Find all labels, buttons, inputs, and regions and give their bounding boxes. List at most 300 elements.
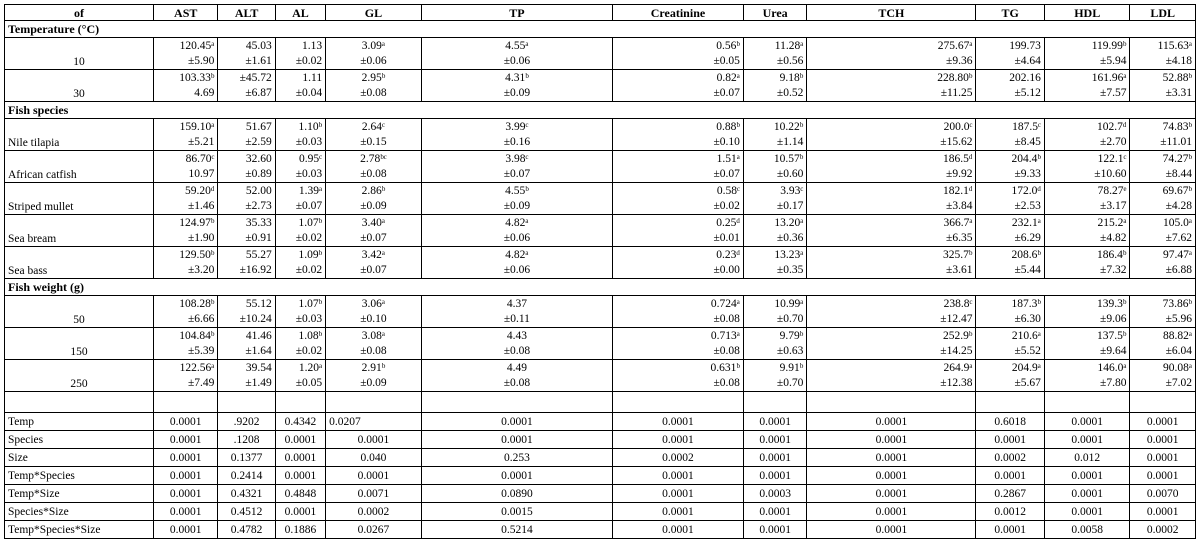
mean-value: 215.2ᵃ: [1097, 216, 1127, 229]
mean-value: 3.42ᵃ: [361, 248, 386, 261]
pvalue-cell: 0.0001: [154, 431, 218, 449]
header-cell: Urea: [743, 5, 806, 21]
effect-label: Species: [5, 431, 154, 449]
se-value: ±1.14: [776, 135, 804, 148]
se-value: ±0.60: [776, 167, 804, 180]
value-cell: [743, 151, 806, 183]
pvalue-cell: 0.0001: [743, 449, 806, 467]
se-value: ±4.82: [1100, 231, 1127, 244]
table-body: [5, 5, 1196, 539]
mean-value: 73.86ᵇ: [1162, 297, 1192, 310]
data-row: [5, 183, 1196, 215]
value-cell: [421, 151, 612, 183]
mean-value: 0.95ᶜ: [299, 152, 323, 165]
mean-value: 1.07ᵇ: [298, 216, 323, 229]
value-cell: [421, 247, 612, 279]
mean-value: 1.09ᵇ: [298, 248, 323, 261]
effect-label: Temp*Size: [5, 485, 154, 503]
value-cell: [613, 296, 744, 328]
header-cell: TP: [421, 5, 612, 21]
se-value: ±4.18: [1165, 54, 1192, 67]
mean-value: 0.25ᵈ: [716, 216, 740, 229]
mean-value: 4.55ᵇ: [505, 184, 529, 197]
pvalue-cell: 0.0001: [275, 431, 325, 449]
pvalue-cell: 0.0001: [1130, 449, 1196, 467]
header-row: [5, 5, 1196, 21]
value-cell: [421, 328, 612, 360]
section-row: [5, 21, 1196, 38]
pvalue-cell: 0.0001: [1044, 431, 1130, 449]
data-row: [5, 360, 1196, 392]
pvalue-cell: 0.0001: [1044, 467, 1130, 485]
mean-value: 88.82ᵃ: [1162, 329, 1192, 342]
se-value: ±3.31: [1165, 86, 1192, 99]
mean-value: 86.70ᶜ: [185, 152, 215, 165]
pvalue-cell: 0.0001: [154, 521, 218, 539]
mean-value: 90.08ᵃ: [1162, 361, 1192, 374]
se-value: ±0.08: [713, 312, 740, 325]
se-value: ±0.08: [503, 344, 531, 357]
value-cell: [326, 183, 422, 215]
header-cell: TG: [976, 5, 1044, 21]
pvalue-cell: 0.0001: [743, 431, 806, 449]
value-cell: [326, 119, 422, 151]
pvalue-cell: 0.0001: [1130, 503, 1196, 521]
se-value: ±0.52: [776, 86, 804, 99]
se-value: ±8.44: [1165, 167, 1192, 180]
value-cell: [1044, 38, 1130, 70]
se-value: ±0.02: [295, 344, 323, 357]
value-cell: [154, 296, 218, 328]
header-cell: of: [5, 5, 154, 21]
value-cell: [1130, 215, 1196, 247]
mean-value: 1.07ᵇ: [298, 297, 323, 310]
mean-value: ±45.72: [239, 71, 272, 84]
pvalue-cell: 0.0001: [154, 485, 218, 503]
mean-value: 2.78ᵇᶜ: [360, 152, 387, 165]
value-cell: [326, 360, 422, 392]
value-cell: [154, 70, 218, 102]
header-cell: LDL: [1130, 5, 1196, 21]
header-cell: ALT: [218, 5, 275, 21]
value-cell: [1130, 296, 1196, 328]
value-cell: [743, 183, 806, 215]
pvalue-cell: 0.0002: [326, 503, 422, 521]
pvalue-cell: 0.0001: [275, 503, 325, 521]
data-row: [5, 215, 1196, 247]
pvalue-cell: 0.0890: [421, 485, 612, 503]
se-value: ±5.52: [1014, 344, 1041, 357]
mean-value: 204.4ᵇ: [1011, 152, 1041, 165]
pvalue-cell: 0.0002: [976, 449, 1044, 467]
effect-label: Size: [5, 449, 154, 467]
value-cell: [807, 247, 976, 279]
effect-label: Temp*Species: [5, 467, 154, 485]
mean-value: 2.95ᵇ: [361, 71, 386, 84]
mean-value: 1.20ᵃ: [298, 361, 323, 374]
mean-value: 51.67: [245, 120, 272, 133]
value-cell: [613, 360, 744, 392]
mean-value: 9.79ᵇ: [779, 329, 804, 342]
mean-value: 4.82ᵃ: [505, 216, 529, 229]
pvalue-cell: 0.0012: [976, 503, 1044, 521]
se-value: ±0.07: [503, 167, 531, 180]
value-cell: [1130, 38, 1196, 70]
value-cell: [807, 119, 976, 151]
pvalue-cell: 0.0001: [421, 467, 612, 485]
pvalue-cell: 0.0001: [613, 503, 744, 521]
se-value: ±15.62: [940, 135, 973, 148]
value-cell: [421, 70, 612, 102]
mean-value: 1.51ᵃ: [716, 152, 740, 165]
mean-value: 161.96ᵃ: [1091, 71, 1127, 84]
se-value: ±1.46: [187, 199, 215, 212]
mean-value: 120.45ᵃ: [179, 39, 215, 52]
mean-value: 366.7ᵃ: [943, 216, 973, 229]
empty-cell: [743, 392, 806, 413]
value-cell: [976, 70, 1044, 102]
header-cell: GL: [326, 5, 422, 21]
value-cell: [613, 247, 744, 279]
value-cell: [613, 215, 744, 247]
value-cell: [976, 38, 1044, 70]
mean-value: 9.18ᵇ: [779, 71, 804, 84]
data-row: [5, 151, 1196, 183]
header-cell: TCH: [807, 5, 976, 21]
se-value: ±3.17: [1100, 199, 1127, 212]
pvalue-row: [5, 413, 1196, 431]
se-value: ±6.88: [1165, 263, 1192, 276]
value-cell: [807, 38, 976, 70]
pvalue-row: [5, 503, 1196, 521]
se-value: ±0.10: [713, 135, 740, 148]
mean-value: 10.99ᵃ: [774, 297, 804, 310]
pvalue-cell: 0.0001: [743, 521, 806, 539]
value-cell: [421, 360, 612, 392]
value-cell: [613, 183, 744, 215]
value-cell: [421, 215, 612, 247]
value-cell: [275, 360, 325, 392]
pvalue-cell: 0.0001: [275, 467, 325, 485]
mean-value: 187.5ᶜ: [1012, 120, 1041, 133]
se-value: ±5.96: [1165, 312, 1192, 325]
empty-cell: [326, 392, 422, 413]
mean-value: 4.37: [506, 297, 527, 310]
value-cell: [613, 38, 744, 70]
mean-value: 3.98ᶜ: [505, 152, 529, 165]
se-value: ±0.07: [360, 263, 387, 276]
se-value: ±0.02: [295, 263, 323, 276]
pvalue-row: [5, 485, 1196, 503]
se-value: ±9.06: [1100, 312, 1127, 325]
value-cell: [326, 38, 422, 70]
value-cell: [218, 70, 275, 102]
value-cell: [743, 360, 806, 392]
pvalue-cell: 0.0071: [326, 485, 422, 503]
se-value: ±0.08: [360, 344, 387, 357]
se-value: ±0.35: [776, 263, 804, 276]
header-cell: Creatinine: [613, 5, 744, 21]
mean-value: 210.6ᵃ: [1011, 329, 1041, 342]
value-cell: [1130, 119, 1196, 151]
value-cell: [275, 70, 325, 102]
pvalue-cell: 0.253: [421, 449, 612, 467]
mean-value: 1.39ᵃ: [298, 184, 323, 197]
se-value: ±6.04: [1165, 344, 1192, 357]
pvalue-cell: 0.2414: [218, 467, 275, 485]
mean-value: 1.13: [302, 39, 323, 52]
value-cell: [218, 247, 275, 279]
value-cell: [807, 183, 976, 215]
empty-cell: [1044, 392, 1130, 413]
value-cell: [743, 215, 806, 247]
value-cell: [218, 119, 275, 151]
pvalue-cell: 0.1377: [218, 449, 275, 467]
mean-value: 0.56ᵇ: [716, 39, 740, 52]
mean-value: 97.47ᵃ: [1162, 248, 1192, 261]
value-cell: [613, 119, 744, 151]
mean-value: 4.55ᵃ: [505, 39, 529, 52]
se-value: ±0.05: [295, 376, 323, 389]
mean-value: 10.22ᵇ: [773, 120, 804, 133]
value-cell: [1044, 247, 1130, 279]
value-cell: [218, 360, 275, 392]
pvalue-cell: 0.0001: [807, 467, 976, 485]
se-value: ±2.53: [1014, 199, 1041, 212]
se-value: ±12.47: [940, 312, 973, 325]
se-value: ±11.01: [1160, 135, 1192, 148]
se-value: ±3.84: [946, 199, 973, 212]
se-value: ±0.02: [295, 231, 323, 244]
se-value: ±12.38: [940, 376, 973, 389]
se-value: ±14.25: [940, 344, 973, 357]
pvalue-cell: 0.0001: [326, 431, 422, 449]
value-cell: [218, 38, 275, 70]
mean-value: 129.50ᵇ: [179, 248, 215, 261]
pvalue-cell: 0.0001: [154, 449, 218, 467]
se-value: ±7.02: [1165, 376, 1192, 389]
row-label: 50: [5, 296, 154, 328]
se-value: ±0.08: [713, 344, 740, 357]
se-value: ±0.02: [713, 199, 740, 212]
pvalue-cell: 0.0001: [807, 413, 976, 431]
pvalue-cell: 0.0001: [613, 467, 744, 485]
se-value: ±4.64: [1014, 54, 1041, 67]
se-value: ±4.28: [1165, 199, 1192, 212]
value-cell: [1044, 70, 1130, 102]
mean-value: 186.5ᵈ: [943, 152, 973, 165]
empty-cell: [807, 392, 976, 413]
pvalue-cell: 0.0001: [154, 503, 218, 521]
value-cell: [807, 296, 976, 328]
mean-value: 124.97ᵇ: [179, 216, 215, 229]
mean-value: 3.08ᵃ: [361, 329, 386, 342]
mean-value: 3.93ᶜ: [780, 184, 804, 197]
data-row: [5, 296, 1196, 328]
mean-value: 108.28ᵇ: [179, 297, 215, 310]
mean-value: 3.09ᵃ: [361, 39, 386, 52]
mean-value: 1.08ᵇ: [298, 329, 323, 342]
se-value: ±1.64: [245, 344, 272, 357]
pvalue-cell: 0.0001: [326, 467, 422, 485]
pvalue-row: [5, 431, 1196, 449]
header-cell: HDL: [1044, 5, 1130, 21]
se-value: ±1.61: [245, 54, 272, 67]
se-value: ±5.67: [1014, 376, 1041, 389]
value-cell: [1044, 296, 1130, 328]
value-cell: [807, 328, 976, 360]
mean-value: 0.23ᵈ: [716, 248, 740, 261]
value-cell: [1044, 151, 1130, 183]
value-cell: [1044, 119, 1130, 151]
value-cell: [421, 296, 612, 328]
mean-value: 0.631ᵇ: [710, 361, 740, 374]
pvalue-cell: 0.0001: [421, 431, 612, 449]
se-value: ±0.36: [776, 231, 804, 244]
se-value: ±0.63: [776, 344, 804, 357]
data-row: [5, 38, 1196, 70]
row-label: 30: [5, 70, 154, 102]
se-value: ±2.70: [1100, 135, 1127, 148]
se-value: ±0.06: [503, 231, 531, 244]
mean-value: 0.724ᵃ: [710, 297, 740, 310]
mean-value: 238.8ᶜ: [943, 297, 973, 310]
mean-value: 187.3ᵇ: [1011, 297, 1041, 310]
effect-label: Species*Size: [5, 503, 154, 521]
se-value: ±0.04: [295, 86, 323, 99]
value-cell: [1130, 360, 1196, 392]
se-value: ±1.90: [187, 231, 215, 244]
se-value: ±5.12: [1014, 86, 1041, 99]
pvalue-cell: 0.2867: [976, 485, 1044, 503]
mean-value: 102.7ᵈ: [1097, 120, 1127, 133]
se-value: ±0.06: [503, 263, 531, 276]
mean-value: 119.99ᵇ: [1091, 39, 1127, 52]
pvalue-cell: 0.0001: [1130, 431, 1196, 449]
se-value: ±0.11: [503, 312, 530, 325]
value-cell: [275, 183, 325, 215]
mean-value: 104.84ᵇ: [179, 329, 215, 342]
pvalue-cell: 0.0001: [154, 413, 218, 431]
value-cell: [326, 328, 422, 360]
pvalue-cell: 0.4848: [275, 485, 325, 503]
pvalue-cell: 0.0058: [1044, 521, 1130, 539]
data-row: [5, 328, 1196, 360]
section-row: [5, 279, 1196, 296]
se-value: ±7.32: [1100, 263, 1127, 276]
value-cell: [743, 247, 806, 279]
value-cell: [613, 151, 744, 183]
value-cell: [218, 328, 275, 360]
empty-cell: [275, 392, 325, 413]
mean-value: 172.0ᵈ: [1011, 184, 1041, 197]
pvalue-cell: 0.0001: [807, 521, 976, 539]
mean-value: 228.80ᵇ: [937, 71, 973, 84]
se-value: ±7.57: [1100, 86, 1127, 99]
section-title: Fish species: [5, 102, 1196, 119]
pvalue-cell: 0.0001: [275, 449, 325, 467]
pvalue-row: [5, 521, 1196, 539]
mean-value: 2.86ᵇ: [361, 184, 386, 197]
se-value: ±7.80: [1100, 376, 1127, 389]
se-value: ±11.25: [940, 86, 973, 99]
mean-value: 0.58ᶜ: [716, 184, 740, 197]
mean-value: 35.33: [245, 216, 272, 229]
mean-value: 146.0ᵃ: [1097, 361, 1127, 374]
mean-value: 252.9ᵇ: [943, 329, 973, 342]
value-cell: [1044, 215, 1130, 247]
value-cell: [421, 183, 612, 215]
se-value: ±0.08: [360, 167, 387, 180]
data-row: [5, 247, 1196, 279]
row-label: 150: [5, 328, 154, 360]
value-cell: [976, 119, 1044, 151]
value-cell: [154, 38, 218, 70]
se-value: ±0.16: [503, 135, 531, 148]
value-cell: [275, 215, 325, 247]
mean-value: 4.49: [506, 361, 527, 374]
pvalue-cell: 0.0001: [1044, 413, 1130, 431]
se-value: ±0.09: [360, 376, 387, 389]
pvalue-cell: .1208: [218, 431, 275, 449]
empty-cell: [1130, 392, 1196, 413]
pvalue-cell: 0.0001: [421, 413, 612, 431]
value-cell: [275, 247, 325, 279]
header-cell: AST: [154, 5, 218, 21]
value-cell: [154, 151, 218, 183]
pvalue-cell: 0.0001: [807, 431, 976, 449]
mean-value: 275.67ᵃ: [937, 39, 973, 52]
row-label: African catfish: [5, 151, 154, 183]
pvalue-cell: 0.0015: [421, 503, 612, 521]
pvalue-cell: 0.0070: [1130, 485, 1196, 503]
value-cell: [976, 247, 1044, 279]
mean-value: 74.83ᵇ: [1162, 120, 1192, 133]
mean-value: 9.91ᵇ: [779, 361, 804, 374]
mean-value: 115.63ᵃ: [1157, 39, 1192, 52]
se-value: ±0.15: [360, 135, 387, 148]
effect-label: Temp: [5, 413, 154, 431]
value-cell: [1130, 247, 1196, 279]
value-cell: [218, 215, 275, 247]
mean-value: 105.0ᵃ: [1162, 216, 1192, 229]
empty-cell: [154, 392, 218, 413]
se-value: 10.97: [188, 167, 215, 180]
value-cell: [154, 119, 218, 151]
mean-value: 52.00: [245, 184, 272, 197]
pvalue-cell: 0.4782: [218, 521, 275, 539]
blood-parameters-table: [4, 4, 1196, 539]
value-cell: [1044, 328, 1130, 360]
value-cell: [743, 119, 806, 151]
value-cell: [1130, 328, 1196, 360]
value-cell: [326, 151, 422, 183]
se-value: ±0.10: [360, 312, 387, 325]
mean-value: 13.23ᵃ: [774, 248, 804, 261]
pvalue-cell: 0.0001: [976, 521, 1044, 539]
se-value: ±2.73: [245, 199, 272, 212]
mean-value: 0.713ᵃ: [710, 329, 740, 342]
se-value: ±5.44: [1014, 263, 1041, 276]
mean-value: 200.0ᶜ: [943, 120, 973, 133]
mean-value: 11.28ᵃ: [774, 39, 804, 52]
value-cell: [154, 360, 218, 392]
pvalue-cell: 0.0001: [743, 413, 806, 431]
mean-value: 202.16: [1009, 71, 1041, 84]
se-value: ±9.33: [1014, 167, 1041, 180]
value-cell: [807, 215, 976, 247]
se-value: ±2.59: [245, 135, 272, 148]
